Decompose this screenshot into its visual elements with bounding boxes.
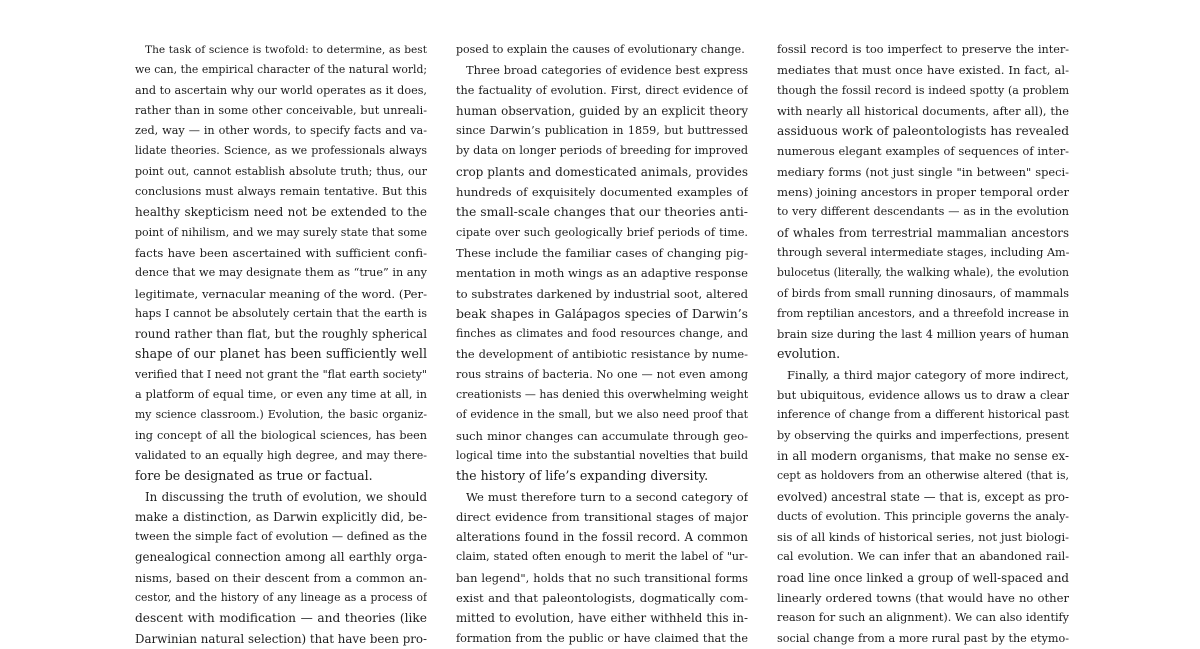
text-line: mediary forms (not just single "in between" speci- <box>777 164 1069 179</box>
text-line: from reptilian ancestors, and a threefold increase in <box>777 306 1069 320</box>
text-line: descent with modification — and theories (like <box>135 611 427 626</box>
text-line: though the fossil record is indeed spotty (a problem <box>777 83 1069 97</box>
text-line: rather than in some other conceivable, but unreali- <box>135 103 427 117</box>
text-line: mitted to evolution, have either withheld this in- <box>456 611 748 626</box>
text-line: to very different descendants — as in the evolution <box>777 205 1069 219</box>
text-line: The task of science is twofold: to determine, as best <box>145 44 427 56</box>
text-line: verified that I need not grant the "flat earth society" <box>135 367 427 381</box>
text-line: dence that we may designate them as “true” in any <box>135 266 427 280</box>
text-line: We must therefore turn to a second category of <box>466 489 748 504</box>
text-line: assiduous work of paleontologists has revealed <box>777 124 1069 139</box>
text-line: lidate theories. Science, as we professionals always <box>135 144 427 158</box>
text-line: through several intermediate stages, including Am- <box>777 245 1069 259</box>
text-column-1 <box>135 40 427 649</box>
text-line: Finally, a third major category of more indirect, <box>787 367 1069 382</box>
text-line: haps I cannot be absolutely certain that the earth is <box>135 306 427 320</box>
text-line: such minor changes can accumulate through geo- <box>456 428 748 443</box>
text-line: linearly ordered towns (that would have no other <box>777 591 1069 606</box>
text-line: exist and that paleontologists, dogmatically com- <box>456 591 748 606</box>
text-line: and to ascertain why our world operates as it does, <box>135 83 427 97</box>
text-line: creationists — has denied this overwhelming weight <box>456 388 748 402</box>
text-line: hundreds of exquisitely documented examples of <box>456 185 748 200</box>
text-line: by observing the quirks and imperfections, present <box>777 428 1069 442</box>
text-line: we can, the empirical character of the natural world; <box>135 63 427 77</box>
text-line: claim, stated often enough to merit the label of "ur- <box>456 550 748 564</box>
text-line: evolved) ancestral state — that is, except as pro- <box>777 489 1069 504</box>
text-line: of birds from small running dinosaurs, of mammals <box>777 286 1069 300</box>
text-line: shape of our planet has been sufficiently well <box>135 346 427 362</box>
text-line: nisms, based on their descent from a common an- <box>135 570 427 585</box>
text-line: legitimate, vernacular meaning of the word. (Per- <box>135 286 427 301</box>
text-line: formation from the public or have claimed that the <box>456 631 748 645</box>
text-line: point of nihilism, and we may surely state that some <box>135 225 427 239</box>
text-line: by data on longer periods of breeding for improved <box>456 144 748 158</box>
text-line: mentation in moth wings as an adaptive response <box>456 266 748 281</box>
text-line: human observation, guided by an explicit theory <box>456 103 748 118</box>
text-line: a platform of equal time, or even any time at all, in <box>135 388 427 402</box>
text-line: to substrates darkened by industrial soot, altered <box>456 286 748 301</box>
text-line: logical time into the substantial novelties that build <box>456 448 748 462</box>
text-line: fossil record is too imperfect to preserve the inter- <box>777 43 1069 56</box>
text-line: Three broad categories of evidence best express <box>466 63 748 78</box>
text-line: beak shapes in Galápagos species of Darwin’s <box>456 305 748 321</box>
text-line: in all modern organisms, that make no sense ex- <box>777 448 1069 463</box>
text-line: mens) joining ancestors in proper temporal order <box>777 185 1069 200</box>
text-line: make a distinction, as Darwin explicitly did, be- <box>135 509 427 524</box>
text-line: brain size during the last 4 million years of human <box>777 327 1069 342</box>
text-line: the history of life’s expanding diversity. <box>456 468 709 484</box>
text-line: crop plants and domesticated animals, provides <box>456 164 748 179</box>
text-column-3 <box>777 40 1069 649</box>
text-line: Darwinian natural selection) that have been pro- <box>135 631 427 646</box>
text-line: tween the simple fact of evolution — defined as the <box>135 530 427 544</box>
text-line: evolution. <box>777 346 841 362</box>
text-line: but ubiquitous, evidence allows us to draw a clear <box>777 388 1069 403</box>
text-line: These include the familiar cases of changing pig- <box>456 245 748 260</box>
text-line: road line once linked a group of well-spaced and <box>777 570 1069 585</box>
text-line: cal evolution. We can infer that an abandoned rail- <box>777 550 1069 564</box>
text-line: healthy skepticism need not be extended to the <box>135 205 427 220</box>
text-line: cipate over such geologically brief periods of time. <box>456 225 748 239</box>
text-line: of evidence in the small, but we also need proof that <box>456 408 748 422</box>
text-line: direct evidence from transitional stages of major <box>456 509 748 524</box>
text-line: cept as holdovers from an otherwise altered (that is, <box>777 469 1069 483</box>
text-line: since Darwin’s publication in 1859, but buttressed <box>456 124 748 138</box>
text-line: genealogical connection among all earthly orga- <box>135 550 427 565</box>
text-line: facts have been ascertained with sufficient confi- <box>135 245 427 260</box>
text-line: with nearly all historical documents, after all), the <box>777 103 1069 118</box>
text-line: sis of all kinds of historical series, not just biologi- <box>777 530 1069 545</box>
text-line: the small-scale changes that our theories anti- <box>456 204 748 220</box>
text-line: fore be designated as true or factual. <box>135 468 373 484</box>
text-line: posed to explain the causes of evolutionary change. <box>456 43 745 56</box>
text-line: reason for such an alignment). We can also identify <box>777 611 1069 625</box>
text-line: finches as climates and food resources change, and <box>456 327 748 341</box>
text-line: rous strains of bacteria. No one — not even among <box>456 367 748 381</box>
text-line: the development of antibiotic resistance by nume- <box>456 347 748 362</box>
text-line: social change from a more rural past by the etymo- <box>777 631 1069 645</box>
text-line: ducts of evolution. This principle governs the analy- <box>777 509 1069 523</box>
text-line: my science classroom.) Evolution, the basic organiz- <box>135 408 427 422</box>
text-line: the factuality of evolution. First, direct evidence of <box>456 83 748 97</box>
text-line: ing concept of all the biological sciences, has been <box>135 428 427 442</box>
text-line: round rather than flat, but the roughly spherical <box>135 327 427 342</box>
text-line: numerous elegant examples of sequences of inter- <box>777 144 1069 159</box>
text-line: cestor, and the history of any lineage as a process of <box>135 591 427 605</box>
text-line: ban legend", holds that no such transitional forms <box>456 570 748 585</box>
text-line: point out, cannot establish absolute truth; thus, our <box>135 164 427 178</box>
text-line: conclusions must always remain tentative. But this <box>135 185 427 199</box>
text-line: inference of change from a different historical past <box>777 408 1069 422</box>
text-line: alterations found in the fossil record. A common <box>456 530 748 545</box>
text-line: validated to an equally high degree, and may there- <box>135 448 427 462</box>
text-line: bulocetus (literally, the walking whale), the evolution <box>777 266 1069 280</box>
text-column-2 <box>456 40 748 649</box>
text-line: of whales from terrestrial mammalian ancestors <box>777 225 1069 240</box>
text-line: zed, way — in other words, to specify facts and va- <box>135 124 427 138</box>
text-line: In discussing the truth of evolution, we should <box>145 489 427 504</box>
text-line: mediates that must once have existed. In fact, al- <box>777 63 1069 78</box>
